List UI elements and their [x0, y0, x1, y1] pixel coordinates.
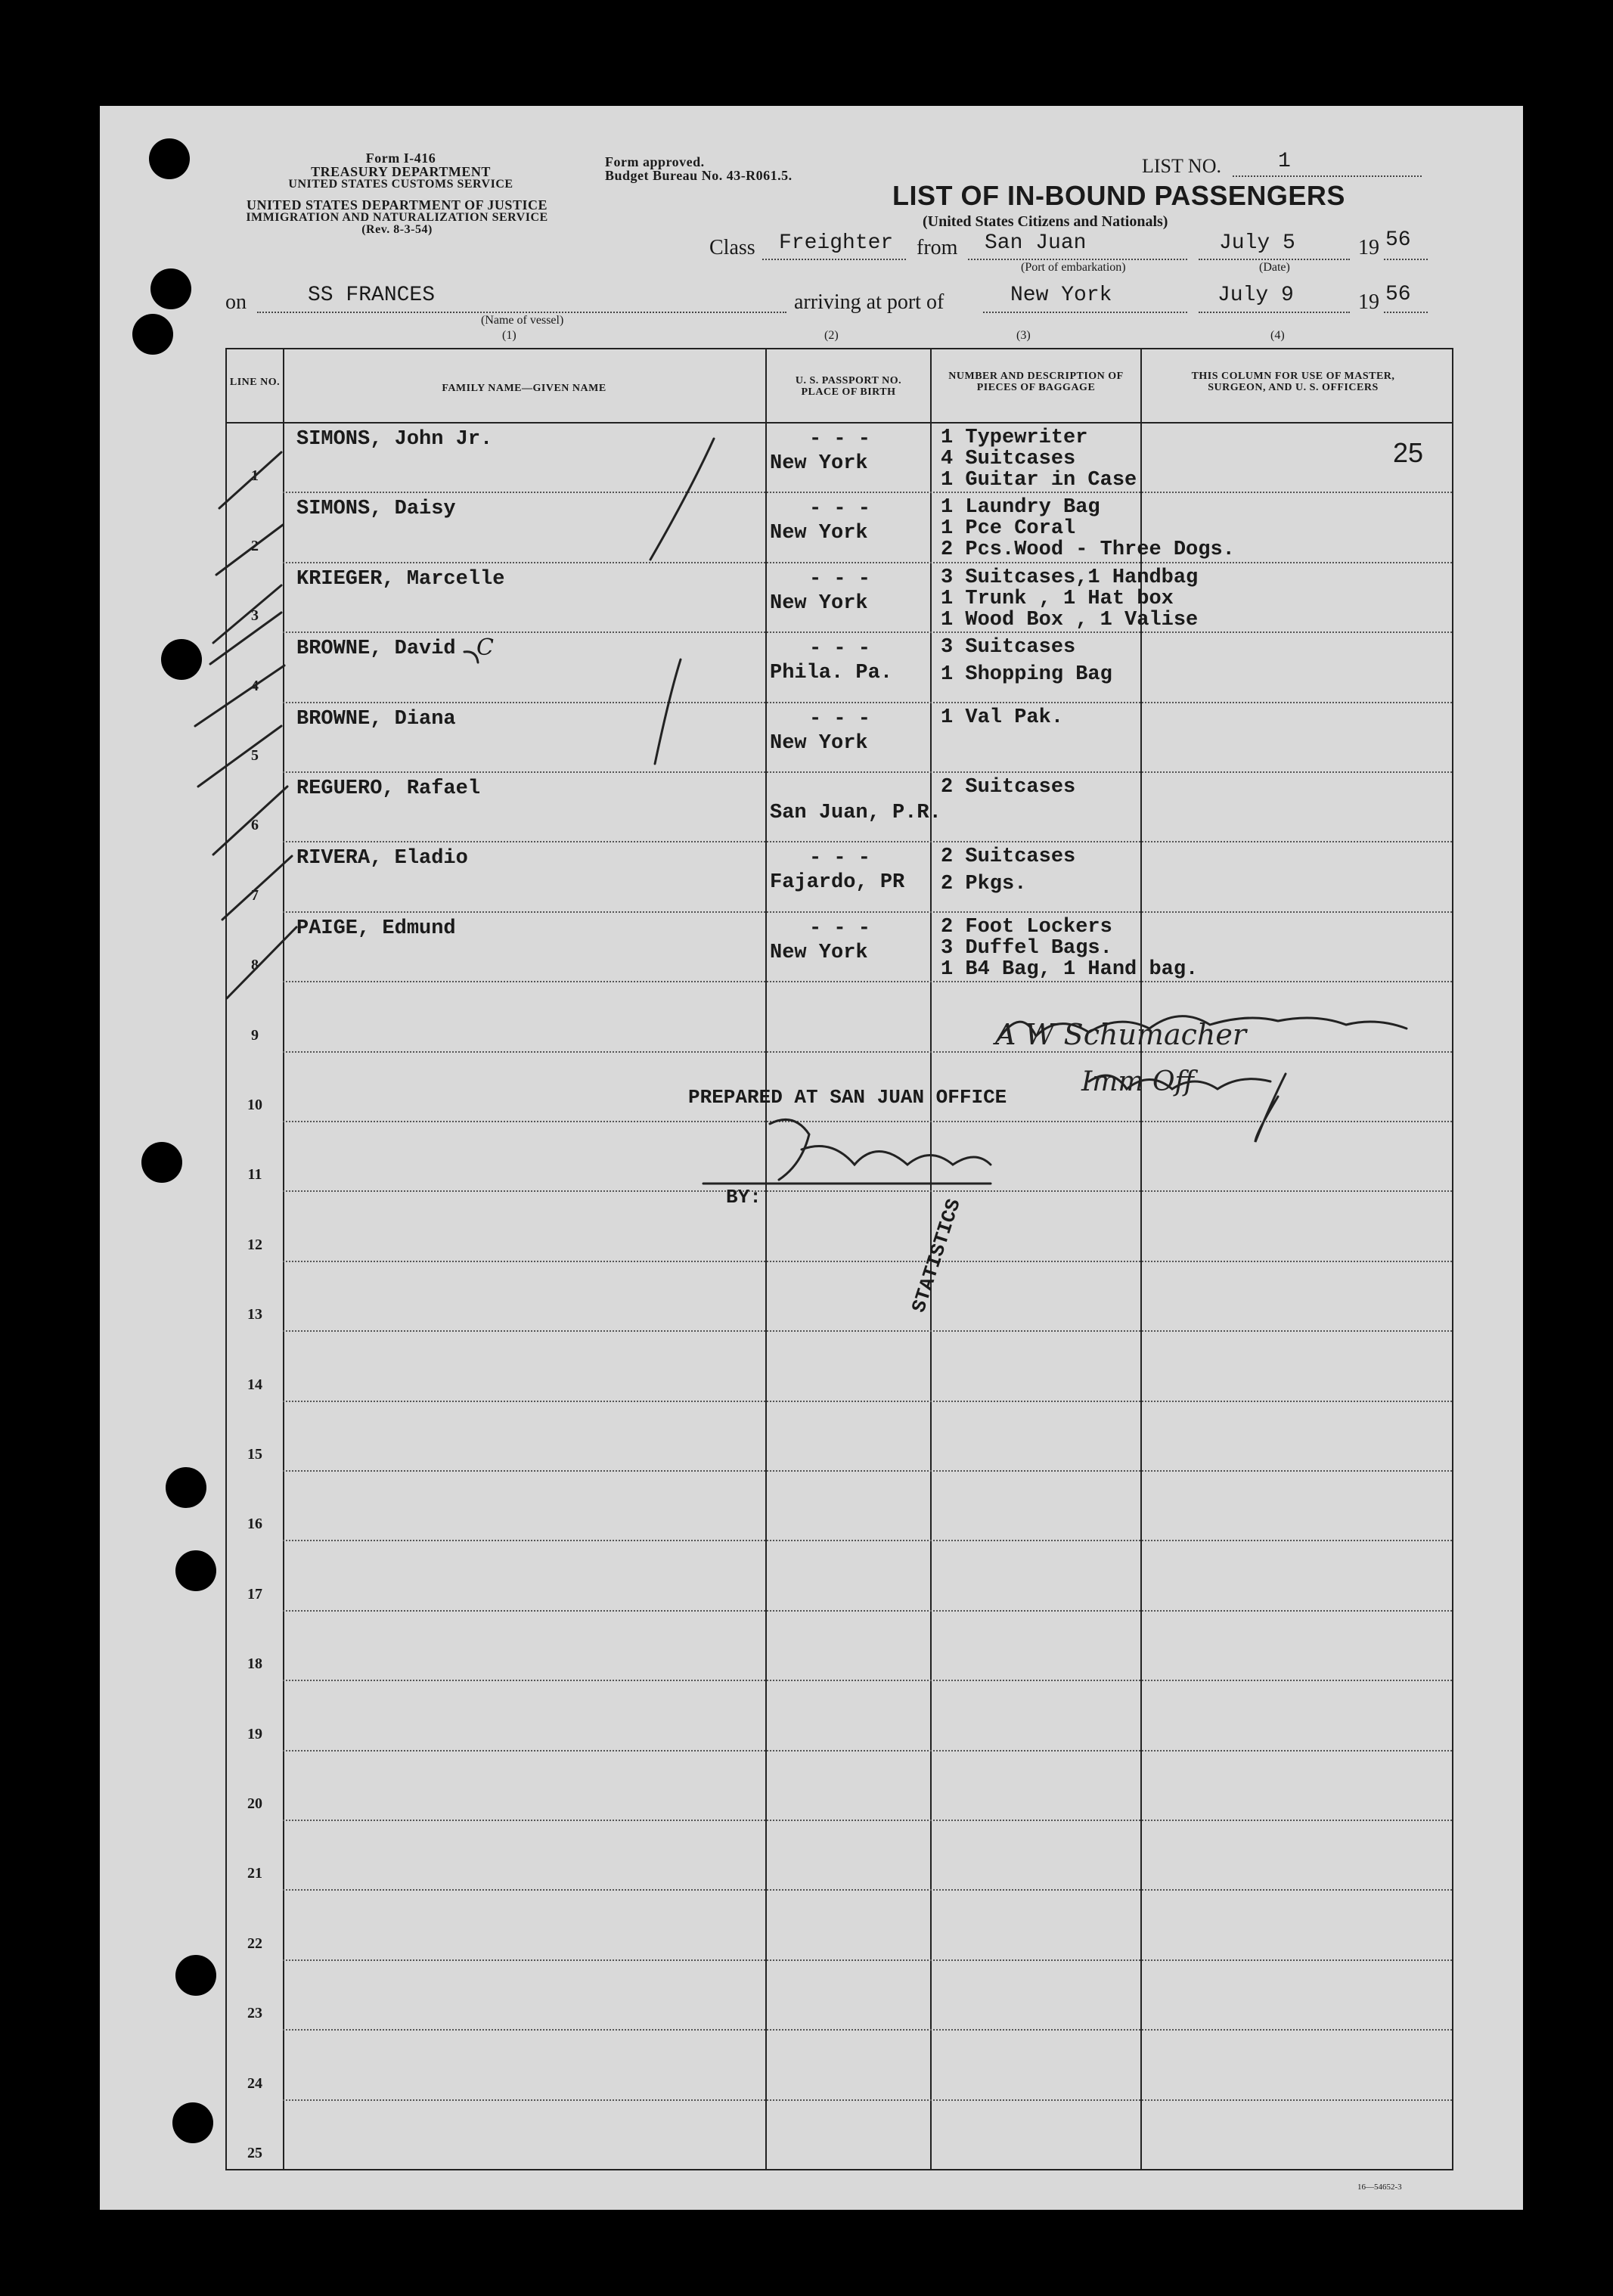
form-approved: Form approved.	[605, 154, 705, 169]
col1-caption: (1)	[502, 329, 516, 342]
page-subtitle: (United States Citizens and Nationals)	[923, 213, 1168, 230]
arrival-port: New York	[1010, 284, 1112, 307]
justice-label: UNITED STATES DEPARTMENT OF JUSTICE	[247, 197, 547, 213]
line-number: 13	[247, 1306, 262, 1323]
line-number: 19	[247, 1725, 262, 1742]
line-number: 12	[247, 1236, 262, 1253]
form-number: Form I-416	[365, 150, 436, 166]
list-no-value: 1	[1278, 150, 1291, 173]
line-number: 1	[251, 467, 259, 485]
customs-label: UNITED STATES CUSTOMS SERVICE	[288, 178, 513, 191]
passenger-name: SIMONS, John Jr.	[296, 428, 493, 451]
list-no-label: LIST NO.	[1142, 155, 1221, 177]
header-line-no: LINE NO.	[229, 377, 281, 388]
passport-number: - - -	[809, 638, 871, 661]
baggage-item: 3 Suitcases	[941, 636, 1076, 659]
place-of-birth: New York	[770, 941, 868, 964]
passenger-name: BROWNE, Diana	[296, 707, 456, 731]
baggage-item: 1 Typewriter	[941, 427, 1088, 449]
from-label: from	[917, 236, 958, 259]
arrival-year: 56	[1385, 283, 1411, 306]
class-value: Freighter	[779, 231, 894, 255]
arriving-label: arriving at port of	[794, 290, 945, 314]
statistics-stamp: STATISTICS	[907, 1196, 966, 1316]
year-prefix: 19	[1358, 290, 1379, 314]
line-number: 6	[251, 817, 259, 834]
revision-label: (Rev. 8-3-54)	[361, 223, 433, 236]
arrival-date: July 9	[1218, 284, 1294, 307]
embarkation-date: July 5	[1219, 231, 1295, 255]
vessel-name: SS FRANCES	[308, 284, 436, 307]
officer-count: 25	[1393, 437, 1424, 468]
officer-signature: A W Schumacher	[995, 1018, 1247, 1051]
baggage-item: 2 Pcs.Wood - Three Dogs.	[941, 538, 1235, 562]
embarkation-year: 56	[1385, 228, 1411, 252]
baggage-item: 1 Shopping Bag	[941, 663, 1112, 687]
passenger-name: REGUERO, Rafael	[296, 777, 481, 800]
footer-form-code: 16—54652-3	[1357, 2183, 1402, 2192]
page-title: LIST OF IN-BOUND PASSENGERS	[892, 180, 1345, 211]
line-number: 3	[251, 607, 259, 625]
passport-number: - - -	[809, 917, 871, 940]
place-of-birth: New York	[770, 591, 868, 615]
col3-caption: (3)	[1016, 329, 1031, 342]
line-number: 23	[247, 2005, 262, 2022]
baggage-item: 1 Laundry Bag	[941, 496, 1100, 520]
header-name: FAMILY NAME—GIVEN NAME	[442, 383, 606, 394]
line-number: 20	[247, 1795, 262, 1812]
handwritten-initial: C	[476, 635, 494, 662]
passenger-name: KRIEGER, Marcelle	[296, 567, 505, 591]
passport-number: - - -	[809, 707, 871, 731]
line-number: 25	[247, 2145, 262, 2161]
port-embarkation-caption: (Port of embarkation)	[1021, 261, 1126, 274]
baggage-item: 1 Wood Box , 1 Valise	[941, 608, 1199, 631]
class-label: Class	[709, 236, 755, 259]
baggage-item: 2 Suitcases	[941, 845, 1076, 869]
col2-caption: (2)	[824, 329, 839, 342]
baggage-item: 3 Duffel Bags.	[941, 936, 1112, 960]
prepared-at-label: PREPARED AT SAN JUAN OFFICE	[688, 1086, 1007, 1109]
baggage-item: 1 Trunk , 1 Hat box	[941, 587, 1174, 610]
line-number: 15	[247, 1446, 262, 1463]
passport-number: - - -	[809, 847, 871, 870]
port-of-embarkation: San Juan	[985, 231, 1087, 255]
line-number: 9	[251, 1026, 259, 1044]
line-number: 10	[247, 1097, 262, 1113]
line-number: 16	[247, 1516, 262, 1533]
baggage-item: 4 Suitcases	[941, 448, 1076, 470]
baggage-item: 2 Pkgs.	[941, 873, 1027, 896]
passport-number: - - -	[809, 428, 871, 451]
treasury-label: TREASURY DEPARTMENT	[311, 164, 491, 179]
line-number: 18	[247, 1655, 262, 1673]
place-of-birth: San Juan, P.R.	[770, 802, 941, 824]
baggage-item: 1 B4 Bag, 1 Hand bag.	[941, 957, 1199, 981]
ins-label: IMMIGRATION AND NATURALIZATION SERVICE	[246, 211, 548, 224]
vessel-caption: (Name of vessel)	[481, 314, 564, 327]
place-of-birth: New York	[770, 522, 868, 545]
place-of-birth: New York	[770, 452, 868, 475]
place-of-birth: Phila. Pa.	[770, 662, 893, 685]
line-number: 14	[247, 1376, 262, 1393]
line-number: 8	[251, 957, 259, 974]
passenger-name: RIVERA, Eladio	[296, 847, 468, 870]
baggage-item: 1 Guitar in Case	[941, 469, 1137, 492]
passenger-name: PAIGE, Edmund	[296, 917, 456, 940]
line-number: 17	[247, 1585, 262, 1603]
line-number: 24	[247, 2074, 262, 2092]
place-of-birth: Fajardo, PR	[770, 871, 905, 895]
line-number: 4	[251, 677, 259, 694]
by-label: BY:	[726, 1186, 762, 1209]
line-number: 7	[251, 886, 259, 904]
date-caption: (Date)	[1259, 261, 1290, 274]
passport-number: - - -	[809, 567, 871, 591]
line-number: 11	[247, 1166, 262, 1184]
baggage-item: 2 Suitcases	[941, 776, 1076, 799]
year-prefix: 19	[1358, 236, 1379, 259]
on-label: on	[225, 290, 247, 314]
col4-caption: (4)	[1270, 329, 1285, 342]
line-number: 2	[251, 537, 259, 554]
passenger-name: BROWNE, David	[296, 638, 456, 661]
line-number: 22	[247, 1935, 262, 1952]
baggage-item: 3 Suitcases,1 Handbag	[941, 566, 1199, 589]
header-officers: THIS COLUMN FOR USE OF MASTER, SURGEON, AND U. S. OFFICERS	[1191, 371, 1395, 393]
baggage-item: 1 Pce Coral	[941, 517, 1076, 541]
line-number: 21	[247, 1865, 262, 1882]
officer-title-handwritten: Imm Off	[1081, 1066, 1194, 1097]
header-passport: U. S. PASSPORT NO. PLACE OF BIRTH	[795, 375, 902, 398]
passenger-name: SIMONS, Daisy	[296, 498, 456, 521]
baggage-item: 1 Val Pak.	[941, 706, 1064, 729]
baggage-item: 2 Foot Lockers	[941, 915, 1112, 939]
passport-number: - - -	[809, 498, 871, 521]
place-of-birth: New York	[770, 731, 868, 755]
budget-bureau: Budget Bureau No. 43-R061.5.	[605, 168, 793, 183]
line-number: 5	[251, 747, 259, 764]
header-baggage: NUMBER AND DESCRIPTION OF PIECES OF BAGGAGE	[948, 371, 1124, 393]
